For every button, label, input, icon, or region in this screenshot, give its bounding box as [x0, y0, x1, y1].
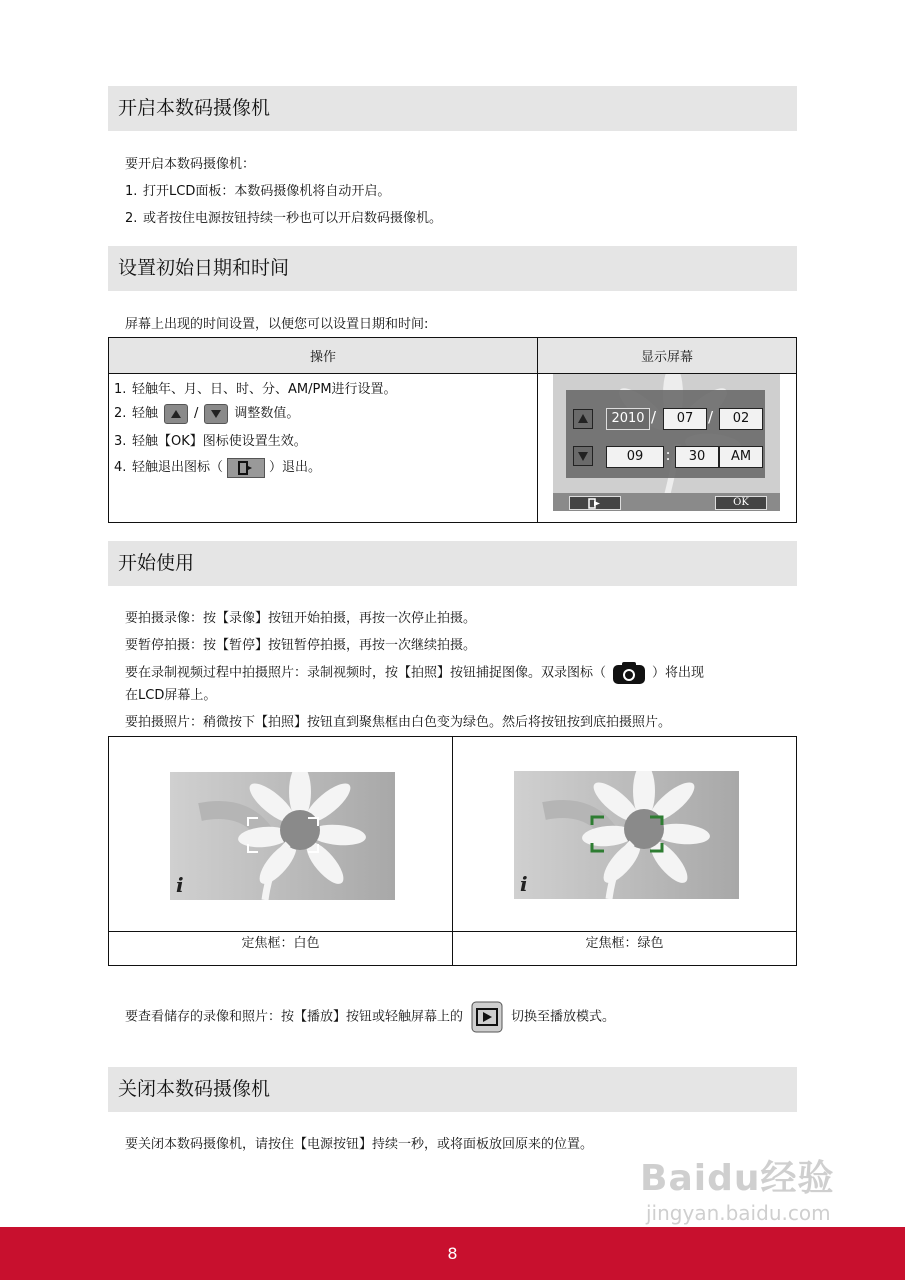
table-header-screen: 显示屏幕: [538, 338, 797, 374]
date-separator: /: [651, 408, 657, 426]
power-on-intro: 要开启本数码摄像机：: [125, 157, 256, 172]
sunflower-photo-green-focus: [514, 771, 739, 899]
start-p5: 要查看储存的录像和照片：按【播放】按钮或轻触屏幕上的 切换至播放模式。: [125, 1001, 615, 1033]
time-separator: :: [665, 446, 671, 464]
up-arrow-icon: [164, 404, 188, 424]
start-p4: 要拍摄照片：稍微按下【拍照】按钮直到聚焦框由白色变为绿色。然后将按钮按到底拍摄照片。: [125, 715, 672, 730]
lcd-exit-icon[interactable]: [569, 496, 621, 510]
date-time-intro: 屏幕上出现的时间设置，以便您可以设置日期和时间:: [125, 317, 429, 332]
exit-icon: [227, 458, 265, 478]
start-p1: 要拍摄录像：按【录像】按钮开始拍摄，再按一次停止拍摄。: [125, 611, 477, 626]
watermark-brand: Baidu经验: [640, 1158, 835, 1199]
lcd-down-button[interactable]: [573, 446, 593, 466]
baidu-watermark: [640, 1150, 834, 1225]
hour-field[interactable]: 09: [606, 446, 664, 468]
ampm-field[interactable]: AM: [719, 446, 763, 468]
focus-green-caption: 定焦框：绿色: [453, 932, 797, 966]
date-separator: /: [708, 408, 714, 426]
watermark-url: jingyan.baidu.com: [646, 1201, 831, 1225]
power-on-item-1: 1. 打开LCD面板：本数码摄像机将自动开启。: [125, 184, 391, 199]
start-p2: 要暂停拍摄：按【暂停】按钮暂停拍摄，再按一次继续拍摄。: [125, 638, 477, 653]
play-mode-icon: [471, 1001, 503, 1033]
date-time-lcd-screen: [553, 374, 780, 511]
operation-cell: [109, 374, 538, 523]
step-4: 4. 轻触退出图标（ ）退出。: [114, 456, 321, 478]
power-on-item-2: 2. 或者按住电源按钮持续一秒也可以开启数码摄像机。: [125, 211, 443, 226]
section-title-power-off: 关闭本数码摄像机: [108, 1067, 797, 1112]
sunflower-photo-white-focus: [170, 772, 395, 900]
month-field[interactable]: 07: [663, 408, 707, 430]
table-header-operation: 操作: [109, 338, 538, 374]
info-icon: i: [520, 872, 528, 896]
focus-white-caption: 定焦框：白色: [109, 932, 453, 966]
start-p3-cont: 在LCD屏幕上。: [125, 688, 217, 703]
step-2: 2. 轻触 / 调整数值。: [114, 402, 299, 424]
section-title-date-time: 设置初始日期和时间: [108, 246, 797, 291]
lcd-ok-button[interactable]: OK: [715, 496, 767, 510]
power-off-text: 要关闭本数码摄像机，请按住【电源按钮】持续一秒，或将面板放回原来的位置。: [125, 1137, 594, 1152]
step-1: 1. 轻触年、月、日、时、分、AM/PM进行设置。: [114, 382, 397, 397]
start-p3: 要在录制视频过程中拍摄照片：录制视频时，按【拍照】按钮捕捉图像。双录图标（ ）将出现: [125, 661, 704, 685]
step-3: 3. 轻触【OK】图标使设置生效。: [114, 434, 307, 449]
section-title-start: 开始使用: [108, 541, 797, 586]
down-arrow-icon: [204, 404, 228, 424]
minute-field[interactable]: 30: [675, 446, 719, 468]
camera-icon: [612, 661, 646, 685]
year-field[interactable]: 2010: [606, 408, 650, 430]
day-field[interactable]: 02: [719, 408, 763, 430]
page-footer: [0, 1227, 905, 1280]
info-icon: i: [176, 873, 184, 897]
page-number: 8: [447, 1244, 458, 1263]
section-title-power-on: 开启本数码摄像机: [108, 86, 797, 131]
lcd-up-button[interactable]: [573, 409, 593, 429]
